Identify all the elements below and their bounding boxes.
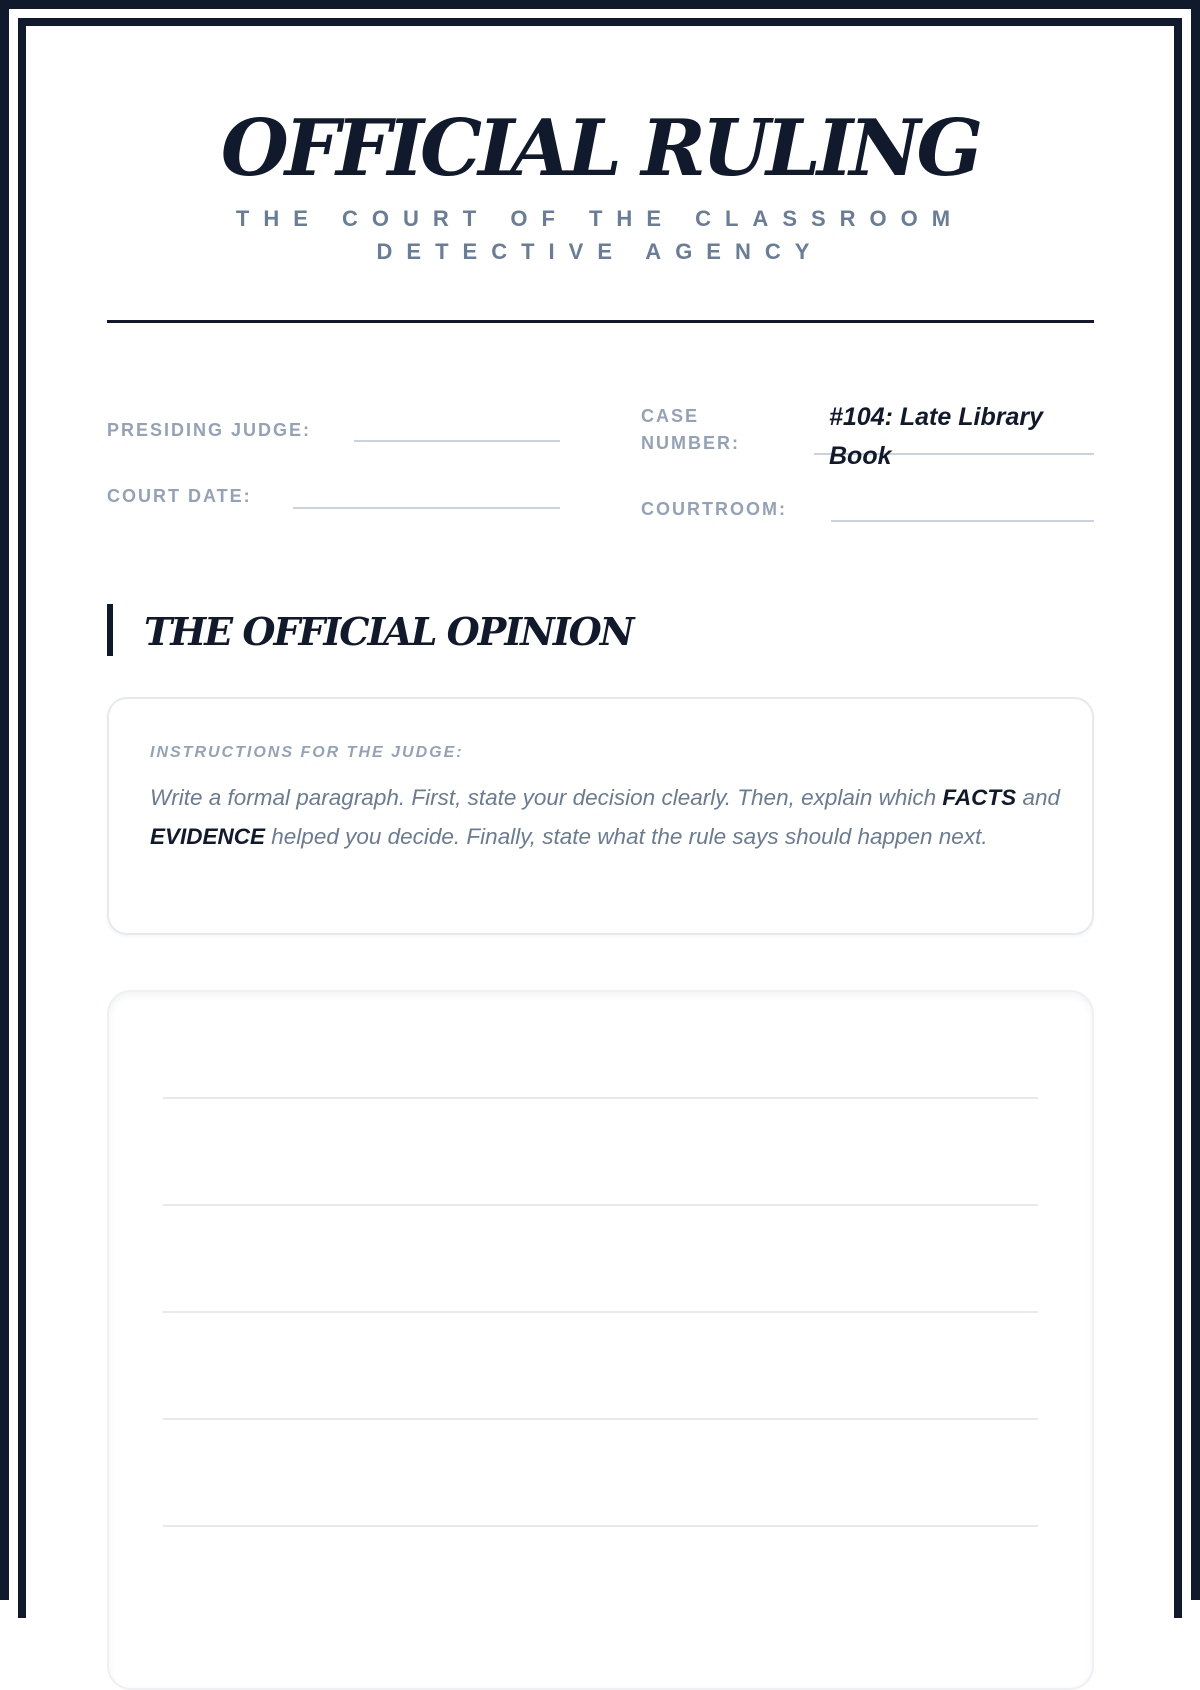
evidence-keyword: EVIDENCE — [150, 824, 266, 849]
writing-line — [163, 1418, 1038, 1420]
instructions-text — [150, 778, 1060, 856]
case-number-label: CASE — [641, 406, 700, 426]
writing-line — [163, 1311, 1038, 1313]
presiding-judge-label: PRESIDING JUDGE: — [107, 420, 312, 440]
opinion-section-title: THE OFFICIAL OPINION — [144, 609, 633, 654]
court-subtitle: THE COURT OF THE CLASSROOM DETECTIVE AGENCY — [235, 206, 965, 264]
writing-line — [163, 1204, 1038, 1206]
section-accent-bar — [107, 604, 113, 656]
case-number-value-line2: Book — [829, 442, 892, 470]
instructions-text-part3: helped you decide. Finally, state what the rule says should happen next. — [265, 824, 988, 849]
court-date-label: COURT DATE: — [107, 486, 252, 506]
instructions-label: INSTRUCTIONS FOR THE JUDGE: — [150, 744, 464, 761]
instructions-text-part1: Write a formal paragraph. First, state your decision clearly. Then, explain which — [150, 785, 943, 810]
instructions-text-part2: and — [1016, 785, 1060, 810]
case-number-label-line2: NUMBER: — [641, 433, 740, 453]
writing-line — [163, 1525, 1038, 1527]
presiding-judge-field[interactable] — [354, 440, 560, 442]
courtroom-label: COURTROOM: — [641, 499, 787, 519]
opinion-writing-area[interactable] — [107, 990, 1094, 1690]
courtroom-field[interactable] — [831, 520, 1094, 522]
writing-line — [163, 1097, 1038, 1099]
page-title: OFFICIAL RULING — [220, 103, 980, 194]
court-date-field[interactable] — [293, 507, 560, 509]
case-number-value: #104: Late Library — [829, 403, 1043, 431]
title-divider — [107, 320, 1094, 323]
facts-keyword: FACTS — [942, 785, 1017, 810]
